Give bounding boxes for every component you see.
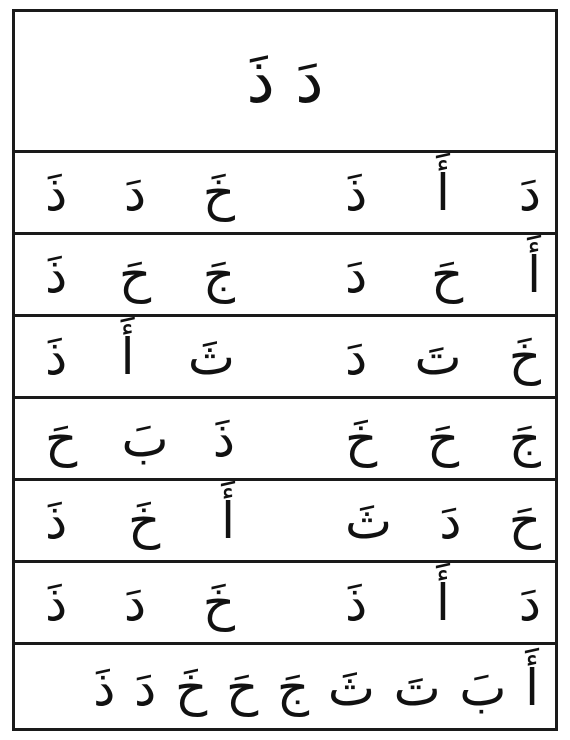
letter: حَ (118, 245, 152, 304)
letter: أَ (120, 327, 135, 386)
letter: ذَ (93, 658, 116, 717)
lesson-title: دَ ذَ (246, 44, 324, 118)
letter: أَ (436, 163, 450, 222)
letter: خَ (174, 658, 208, 717)
letter: دَ (134, 658, 157, 717)
letter: ذَ (345, 163, 368, 222)
practice-row (15, 235, 555, 317)
letter: أَ (525, 658, 539, 717)
letter: تَ (414, 327, 462, 386)
practice-row (15, 399, 555, 481)
left-letter-group (45, 563, 235, 642)
letter: ذَ (45, 573, 68, 632)
letter: حَ (431, 245, 464, 304)
right-letter-group (345, 481, 541, 560)
letter: خَ (202, 573, 235, 632)
letter: خَ (345, 409, 378, 468)
left-letter-group (45, 235, 235, 314)
left-letter-group (45, 399, 235, 478)
worksheet (12, 9, 558, 731)
right-letter-group (345, 153, 541, 232)
letter: دَ (345, 245, 368, 304)
practice-row (15, 563, 555, 645)
right-letter-group (345, 563, 541, 642)
letter: دَ (518, 573, 541, 632)
letter: بَ (459, 658, 507, 717)
letter: دَ (345, 327, 368, 386)
letter: ذَ (45, 245, 68, 304)
letter: ذَ (45, 163, 68, 222)
letter: تَ (393, 658, 441, 717)
letter: حَ (426, 409, 460, 468)
letter: ذَ (45, 327, 68, 386)
letter: ذَ (345, 573, 368, 632)
letter: ثَ (345, 491, 393, 550)
letter: دَ (123, 573, 147, 632)
letter: جَ (276, 658, 310, 717)
letter: ثَ (327, 658, 375, 717)
left-letter-group (45, 153, 235, 232)
letter: جَ (202, 245, 235, 304)
letter: دَ (439, 491, 462, 550)
left-letter-group (45, 481, 235, 560)
letter: حَ (508, 491, 541, 550)
letter: ذَ (212, 409, 235, 468)
letter: خَ (128, 491, 161, 550)
letter: أَ (221, 491, 235, 550)
practice-rows (15, 153, 555, 730)
letter: أَ (527, 245, 541, 304)
letter: ذَ (45, 491, 68, 550)
alphabet-row (15, 645, 555, 730)
letter: بَ (121, 409, 169, 468)
letter: جَ (508, 409, 541, 468)
letter: دَ (123, 163, 147, 222)
right-letter-group (345, 235, 541, 314)
practice-row (15, 317, 555, 399)
right-letter-group (345, 399, 541, 478)
letter: دَ (518, 163, 541, 222)
left-letter-group (45, 317, 235, 396)
alphabet-sequence (93, 645, 539, 730)
practice-row (15, 153, 555, 235)
worksheet-header (15, 12, 555, 153)
practice-row (15, 481, 555, 563)
right-letter-group (345, 317, 541, 396)
letter: ثَ (187, 327, 235, 386)
letter: خَ (508, 327, 541, 386)
letter: حَ (225, 658, 259, 717)
letter: حَ (45, 409, 78, 468)
letter: خَ (202, 163, 235, 222)
letter: أَ (436, 573, 450, 632)
